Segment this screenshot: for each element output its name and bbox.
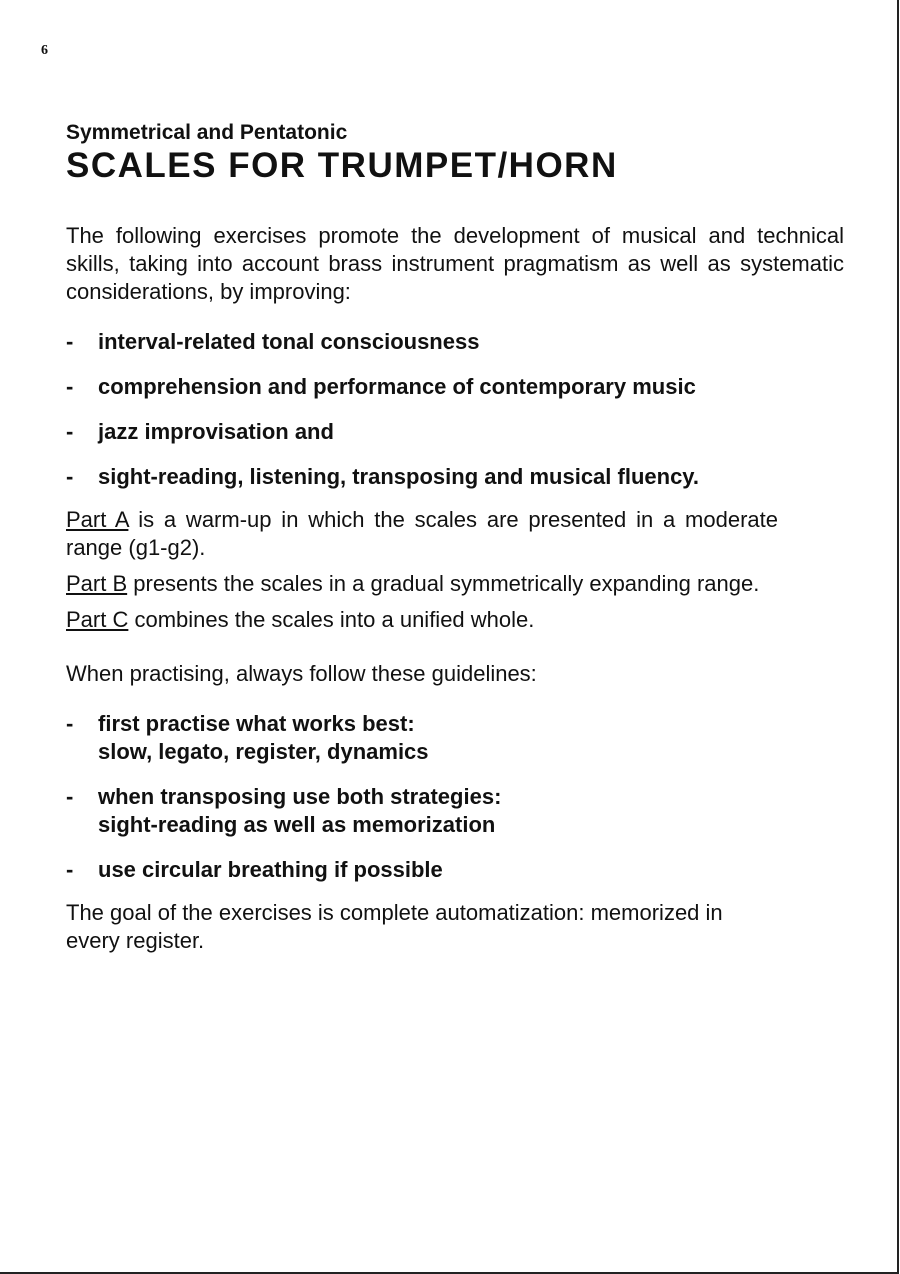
page-content <box>66 120 844 977</box>
bullet-dash: - <box>66 857 74 882</box>
guidelines-list <box>66 710 844 884</box>
list-item <box>66 463 844 491</box>
list-item-text: comprehension and performance of contemporary music <box>98 374 696 399</box>
bullet-dash: - <box>66 374 74 399</box>
list-item-text: interval-related tonal consciousness <box>98 329 480 354</box>
bullet-dash: - <box>66 419 74 444</box>
part-c-text: combines the scales into a unified whole. <box>128 607 535 632</box>
list-item-text: when transposing use both strategies: sight-reading as well as memorization <box>98 784 502 837</box>
list-item-text: use circular breathing if possible <box>98 857 443 882</box>
part-a-paragraph <box>66 506 778 562</box>
document-subtitle: Symmetrical and Pentatonic <box>66 121 348 144</box>
list-item <box>66 710 844 766</box>
list-item <box>66 418 844 446</box>
part-c-label: Part C <box>66 607 129 632</box>
part-b-paragraph <box>66 570 778 598</box>
part-b-text: presents the scales in a gradual symmetrically expanding range. <box>127 571 760 596</box>
closing-paragraph: The goal of the exercises is complete automatization: memorized in every register. <box>66 900 723 953</box>
bullet-dash: - <box>66 329 74 354</box>
bullet-dash: - <box>66 711 74 736</box>
list-item <box>66 783 844 839</box>
guidelines-intro: When practising, always follow these guidelines: <box>66 661 537 686</box>
list-item <box>66 328 844 356</box>
intro-paragraph: The following exercises promote the development of musical and technical skills, taking into account brass instrument pragmatism as well as systematic considerations, by improving: <box>66 223 844 304</box>
skills-list <box>66 328 844 491</box>
document-title: SCALES FOR TRUMPET/HORN <box>66 146 618 185</box>
list-item-text: sight-reading, listening, transposing and musical fluency. <box>98 464 700 489</box>
list-item <box>66 856 844 884</box>
part-a-text: is a warm-up in which the scales are presented in a moderate range (g1-g2). <box>66 507 778 560</box>
bullet-dash: - <box>66 464 74 489</box>
page-number: 6 <box>41 43 48 58</box>
part-a-label: Part A <box>66 507 129 532</box>
list-item-text: jazz improvisation and <box>98 419 334 444</box>
list-item-text: first practise what works best: slow, legato, register, dynamics <box>98 711 429 764</box>
part-b-label: Part B <box>66 571 128 596</box>
part-c-paragraph <box>66 606 778 634</box>
list-item <box>66 373 844 401</box>
bullet-dash: - <box>66 784 74 809</box>
